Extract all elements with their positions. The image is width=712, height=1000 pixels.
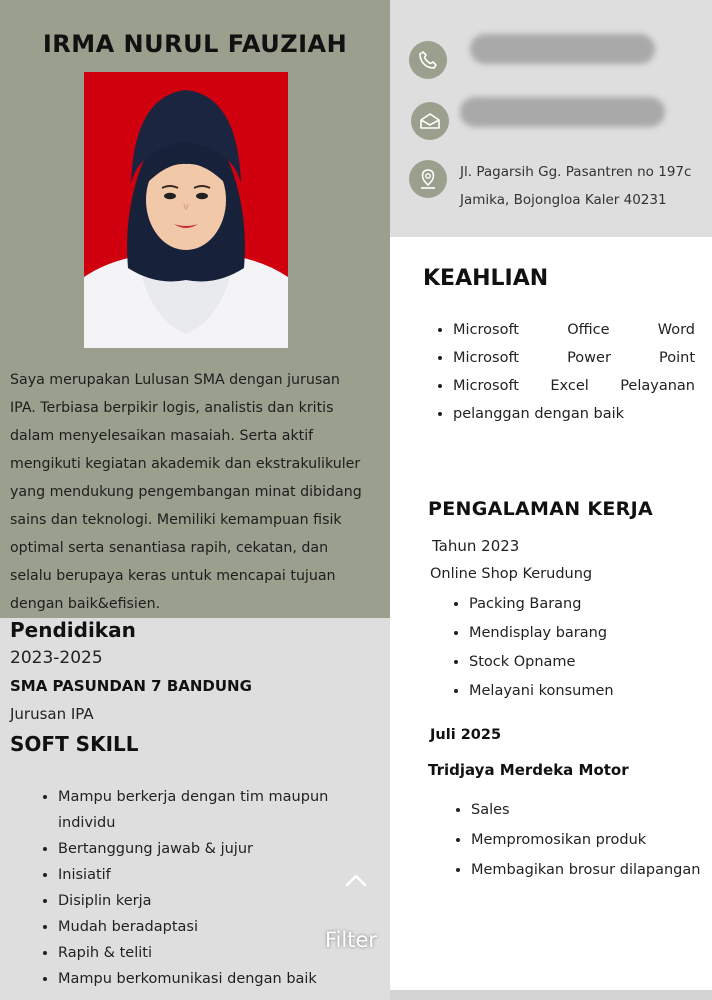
school-name: SMA PASUNDAN 7 BANDUNG xyxy=(10,677,252,695)
education-years: 2023-2025 xyxy=(10,648,103,668)
profile-photo xyxy=(84,72,288,348)
list-item: • Disiplin kerja xyxy=(58,888,378,914)
address-line-1: Jl. Pagarsih Gg. Pasantren no 197c xyxy=(460,164,692,180)
list-item: • Bertanggung jawab & jujur xyxy=(58,836,378,862)
list-item: • Mampu berkomunikasi dengan baik xyxy=(58,966,378,992)
redacted-email xyxy=(460,97,665,127)
job-company: Online Shop Kerudung xyxy=(430,566,593,582)
filter-button[interactable]: Filter xyxy=(325,928,378,952)
page-edge xyxy=(390,990,712,1000)
list-item: • Inisiatif xyxy=(58,862,378,888)
skills-list xyxy=(436,316,695,428)
list-item: • Packing Barang xyxy=(469,590,614,619)
job-company: Tridjaya Merdeka Motor xyxy=(428,761,629,779)
list-item: • Microsoft Office Word xyxy=(453,316,695,344)
chevron-up-icon[interactable] xyxy=(344,872,368,888)
list-item: • Microsoft Power Point xyxy=(453,344,695,372)
redacted-phone xyxy=(470,34,655,64)
job-period: Tahun 2023 xyxy=(432,537,520,555)
list-item: • Mampu berkerja dengan tim maupun individu xyxy=(58,784,378,836)
list-item: • Sales xyxy=(471,795,701,825)
school-major: Jurusan IPA xyxy=(10,705,94,723)
location-icon xyxy=(409,160,447,198)
list-item: • Microsoft Excel Pelayanan xyxy=(453,372,695,400)
address xyxy=(460,158,710,214)
education-heading: Pendidikan xyxy=(10,618,136,642)
soft-skill-heading: SOFT SKILL xyxy=(10,732,139,756)
skills-heading: KEAHLIAN xyxy=(423,266,549,291)
experience-heading: PENGALAMAN KERJA xyxy=(428,498,653,520)
list-item: • Mudah beradaptasi xyxy=(58,914,378,940)
job-tasks xyxy=(449,590,614,706)
list-item: • Mempromosikan produk xyxy=(471,825,701,855)
address-line-2: Jamika, Bojongloa Kaler 40231 xyxy=(460,192,667,208)
list-item: • Rapih & teliti xyxy=(58,940,378,966)
list-item: • Stock Opname xyxy=(469,648,614,677)
profile-summary: Saya merupakan Lulusan SMA dengan jurusan IPA. Terbiasa berpikir logis, analistis dan kritis dalam menyelesaikan masaiah. Serta aktif mengikuti kegiatan akademik dan ekstrakulikuler yang mendukung pengembangan minat dibidang sains dan teknologi. Memiliki kemampuan fisik optimal serta senantiasa rapih, cekatan, dan selalu berupaya keras untuk mencapai tujuan dengan baik&efisien. xyxy=(10,372,362,612)
soft-skill-list xyxy=(38,784,378,992)
job-period: Juli 2025 xyxy=(430,727,502,743)
phone-icon xyxy=(409,41,447,79)
list-item: • Melayani konsumen xyxy=(469,677,614,706)
candidate-name: IRMA NURUL FAUZIAH xyxy=(42,30,348,58)
mail-icon xyxy=(411,102,449,140)
job-tasks xyxy=(451,795,701,885)
list-item: • pelanggan dengan baik xyxy=(453,400,695,428)
list-item: • Mendisplay barang xyxy=(469,619,614,648)
list-item: • Membagikan brosur dilapangan xyxy=(471,855,701,885)
